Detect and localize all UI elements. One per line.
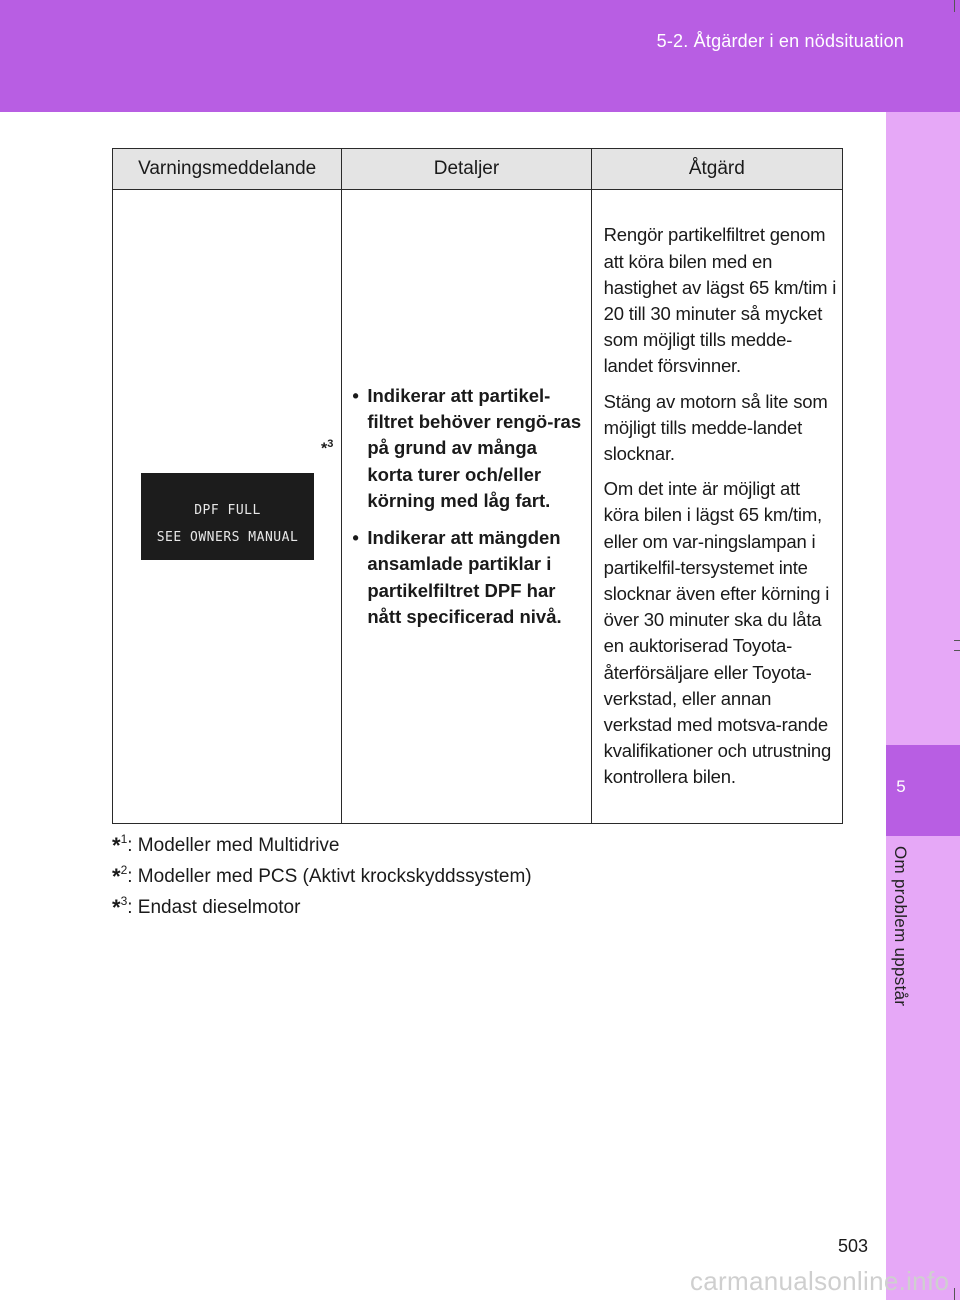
section-title: 5-2. Åtgärder i en nödsituation [656, 31, 904, 51]
table-header-row [113, 149, 843, 190]
detail-item: • Indikerar att mängden ansamlade partiklar i partikelfiltret DPF har nått specificerad nivå. [352, 525, 582, 630]
crop-mark [954, 650, 960, 651]
detail-item: • Indikerar att partikel-filtret behöver rengö-ras på grund av många korta turer och/eller körning med låg fart. [352, 383, 582, 514]
details-cell [342, 190, 591, 824]
dpf-warning-display [141, 473, 314, 560]
crop-mark [954, 1288, 955, 1300]
crop-mark [954, 640, 960, 641]
table-row [113, 190, 843, 824]
action-paragraph: Rengör partikelfiltret genom att köra bilen med en hastighet av lägst 65 km/tim i 20 till 30 minuter så mycket som möjligt tills medde-landet försvinner. [603, 224, 837, 377]
action-paragraph: Stäng av motorn så lite som möjligt tills medde-landet slocknar. [603, 390, 828, 464]
display-line: DPF FULL [194, 503, 261, 518]
display-line: SEE OWNERS MANUAL [156, 530, 299, 545]
header-warning-message: Varningsmeddelande [113, 149, 342, 190]
footnotes [112, 824, 532, 920]
footnote-item: *$^1$: Modeller med Multidrive [112, 832, 340, 858]
warning-message-cell [113, 190, 342, 824]
action-cell [591, 190, 842, 824]
warning-table [112, 148, 843, 824]
chapter-label: Om problem uppstår [891, 846, 910, 1007]
header-action: Åtgärd [591, 149, 842, 190]
footnote-item: *$^2$: Modeller med PCS (Aktivt krockskyddssystem) [112, 863, 532, 889]
crop-mark [954, 0, 955, 12]
side-strip [886, 112, 960, 1300]
page-number: 503 [838, 1236, 869, 1256]
watermark: carmanualsonline.info [690, 1266, 950, 1296]
footnote-reference: *$^3$ [320, 438, 334, 458]
header-details: Detaljer [342, 149, 591, 190]
header-band [0, 0, 960, 112]
footnote-item: *$^3$: Endast dieselmotor [112, 894, 301, 920]
action-paragraph: Om det inte är möjligt att köra bilen i lägst 65 km/tim, eller om var-ningslampan i partikelfil-tersystemet inte slocknar även efter körning i över 30 minuter ska du låta en auktoriserad Toyota-återförsäljare eller Toyota-verkstad, eller annan verkstad med motsva-rande kvalifikationer och utrustning kontrollera bilen. [603, 478, 832, 788]
chapter-number: 5 [896, 777, 906, 796]
